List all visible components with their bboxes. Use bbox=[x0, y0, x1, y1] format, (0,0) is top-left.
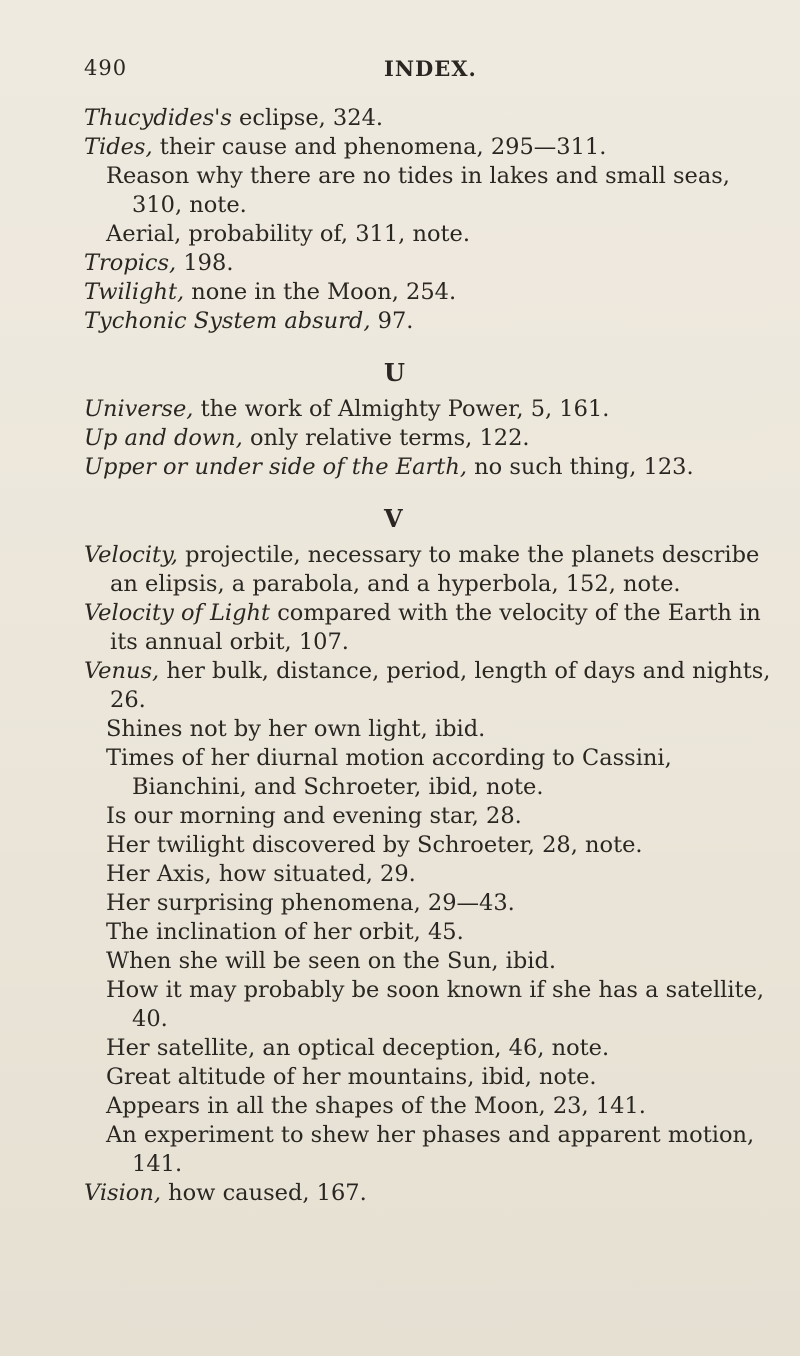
entry-text: projectile, necessary to make the planets describe an elipsis, a parabola, and a hyperbola, 152, note. bbox=[110, 542, 760, 597]
entry-text: her bulk, distance, period, length of days and nights, 26. bbox=[110, 658, 771, 713]
entry-text: no such thing, 123. bbox=[466, 454, 694, 480]
entry-text: Her Axis, how situated, 29. bbox=[106, 861, 416, 887]
index-subentry bbox=[106, 802, 774, 831]
index-entry bbox=[84, 599, 774, 657]
entry-text: Appears in all the shapes of the Moon, 23, 141. bbox=[106, 1093, 646, 1119]
entry-term: Thucydides's bbox=[84, 105, 232, 131]
entry-term: Upper or under side of the Earth, bbox=[84, 454, 467, 480]
index-entry bbox=[84, 249, 774, 278]
entry-text: their cause and phenomena, 295—311. bbox=[152, 134, 607, 160]
entry-text: eclipse, 324. bbox=[231, 105, 384, 131]
entry-term: Venus, bbox=[84, 658, 160, 684]
entry-text: Her twilight discovered by Schroeter, 28, note. bbox=[106, 832, 643, 858]
page-number: 490 bbox=[84, 56, 128, 80]
entry-text: Is our morning and evening star, 28. bbox=[106, 803, 522, 829]
entry-text: Her surprising phenomena, 29—43. bbox=[106, 890, 515, 916]
index-subentry bbox=[106, 947, 774, 976]
entry-term: Universe, bbox=[84, 396, 194, 422]
entry-text: how caused, 167. bbox=[160, 1180, 367, 1206]
index-subentry bbox=[106, 1063, 774, 1092]
index-subentry bbox=[106, 918, 774, 947]
index-section bbox=[84, 358, 774, 482]
entry-term: Velocity, bbox=[84, 542, 178, 568]
entry-text: Shines not by her own light, ibid. bbox=[106, 716, 486, 742]
entry-term: Up and down, bbox=[84, 425, 243, 451]
entry-text: When she will be seen on the Sun, ibid. bbox=[106, 948, 557, 974]
index-subentry bbox=[106, 1034, 774, 1063]
entry-text: 97. bbox=[370, 308, 414, 334]
index-subentry bbox=[106, 1092, 774, 1121]
index-entry bbox=[84, 104, 774, 133]
index-content bbox=[84, 104, 774, 1208]
index-subentry bbox=[106, 976, 774, 1034]
entry-text: The inclination of her orbit, 45. bbox=[106, 919, 464, 945]
index-title: INDEX. bbox=[384, 56, 477, 81]
entry-text: Reason why there are no tides in lakes and small seas, 310, note. bbox=[106, 163, 730, 218]
index-entry bbox=[84, 453, 774, 482]
index-entry bbox=[84, 307, 774, 336]
entry-text: An experiment to shew her phases and apparent motion, 141. bbox=[106, 1122, 755, 1177]
index-entry bbox=[84, 133, 774, 162]
entry-term: Vision, bbox=[84, 1180, 161, 1206]
index-subentry bbox=[106, 831, 774, 860]
section-letter: U bbox=[384, 358, 405, 387]
index-subentry bbox=[106, 1121, 774, 1179]
entry-term: Tropics, bbox=[84, 250, 177, 276]
entry-term: Velocity of Light bbox=[84, 600, 271, 626]
index-subentry bbox=[106, 744, 774, 802]
index-section bbox=[84, 104, 774, 336]
entry-text: Times of her diurnal motion according to Cassini, Bianchini, and Schroeter, ibid, note. bbox=[106, 745, 672, 800]
entry-term: Tides, bbox=[84, 134, 153, 160]
entry-text: none in the Moon, 254. bbox=[184, 279, 457, 305]
index-entry bbox=[84, 424, 774, 453]
entry-term: Tychonic System absurd, bbox=[84, 308, 371, 334]
index-entry bbox=[84, 541, 774, 599]
index-section bbox=[84, 504, 774, 1208]
entry-text: Her satellite, an optical deception, 46, note. bbox=[106, 1035, 610, 1061]
entry-text: 198. bbox=[176, 250, 234, 276]
entry-text: compared with the velocity of the Earth in its annual orbit, 107. bbox=[110, 600, 761, 655]
index-subentry bbox=[106, 860, 774, 889]
entry-text: Great altitude of her mountains, ibid, note. bbox=[106, 1064, 597, 1090]
index-subentry bbox=[106, 162, 774, 220]
entry-text: Aerial, probability of, 311, note. bbox=[106, 221, 471, 247]
section-letter: V bbox=[384, 504, 403, 533]
index-entry bbox=[84, 395, 774, 424]
entry-text: How it may probably be soon known if she has a satellite, 40. bbox=[106, 977, 765, 1032]
entry-text: only relative terms, 122. bbox=[242, 425, 530, 451]
index-entry bbox=[84, 278, 774, 307]
entry-term: Twilight, bbox=[84, 279, 185, 305]
index-subentry bbox=[106, 889, 774, 918]
entry-text: the work of Almighty Power, 5, 161. bbox=[193, 396, 610, 422]
index-entry bbox=[84, 657, 774, 715]
index-subentry bbox=[106, 220, 774, 249]
index-subentry bbox=[106, 715, 774, 744]
index-entry bbox=[84, 1179, 774, 1208]
